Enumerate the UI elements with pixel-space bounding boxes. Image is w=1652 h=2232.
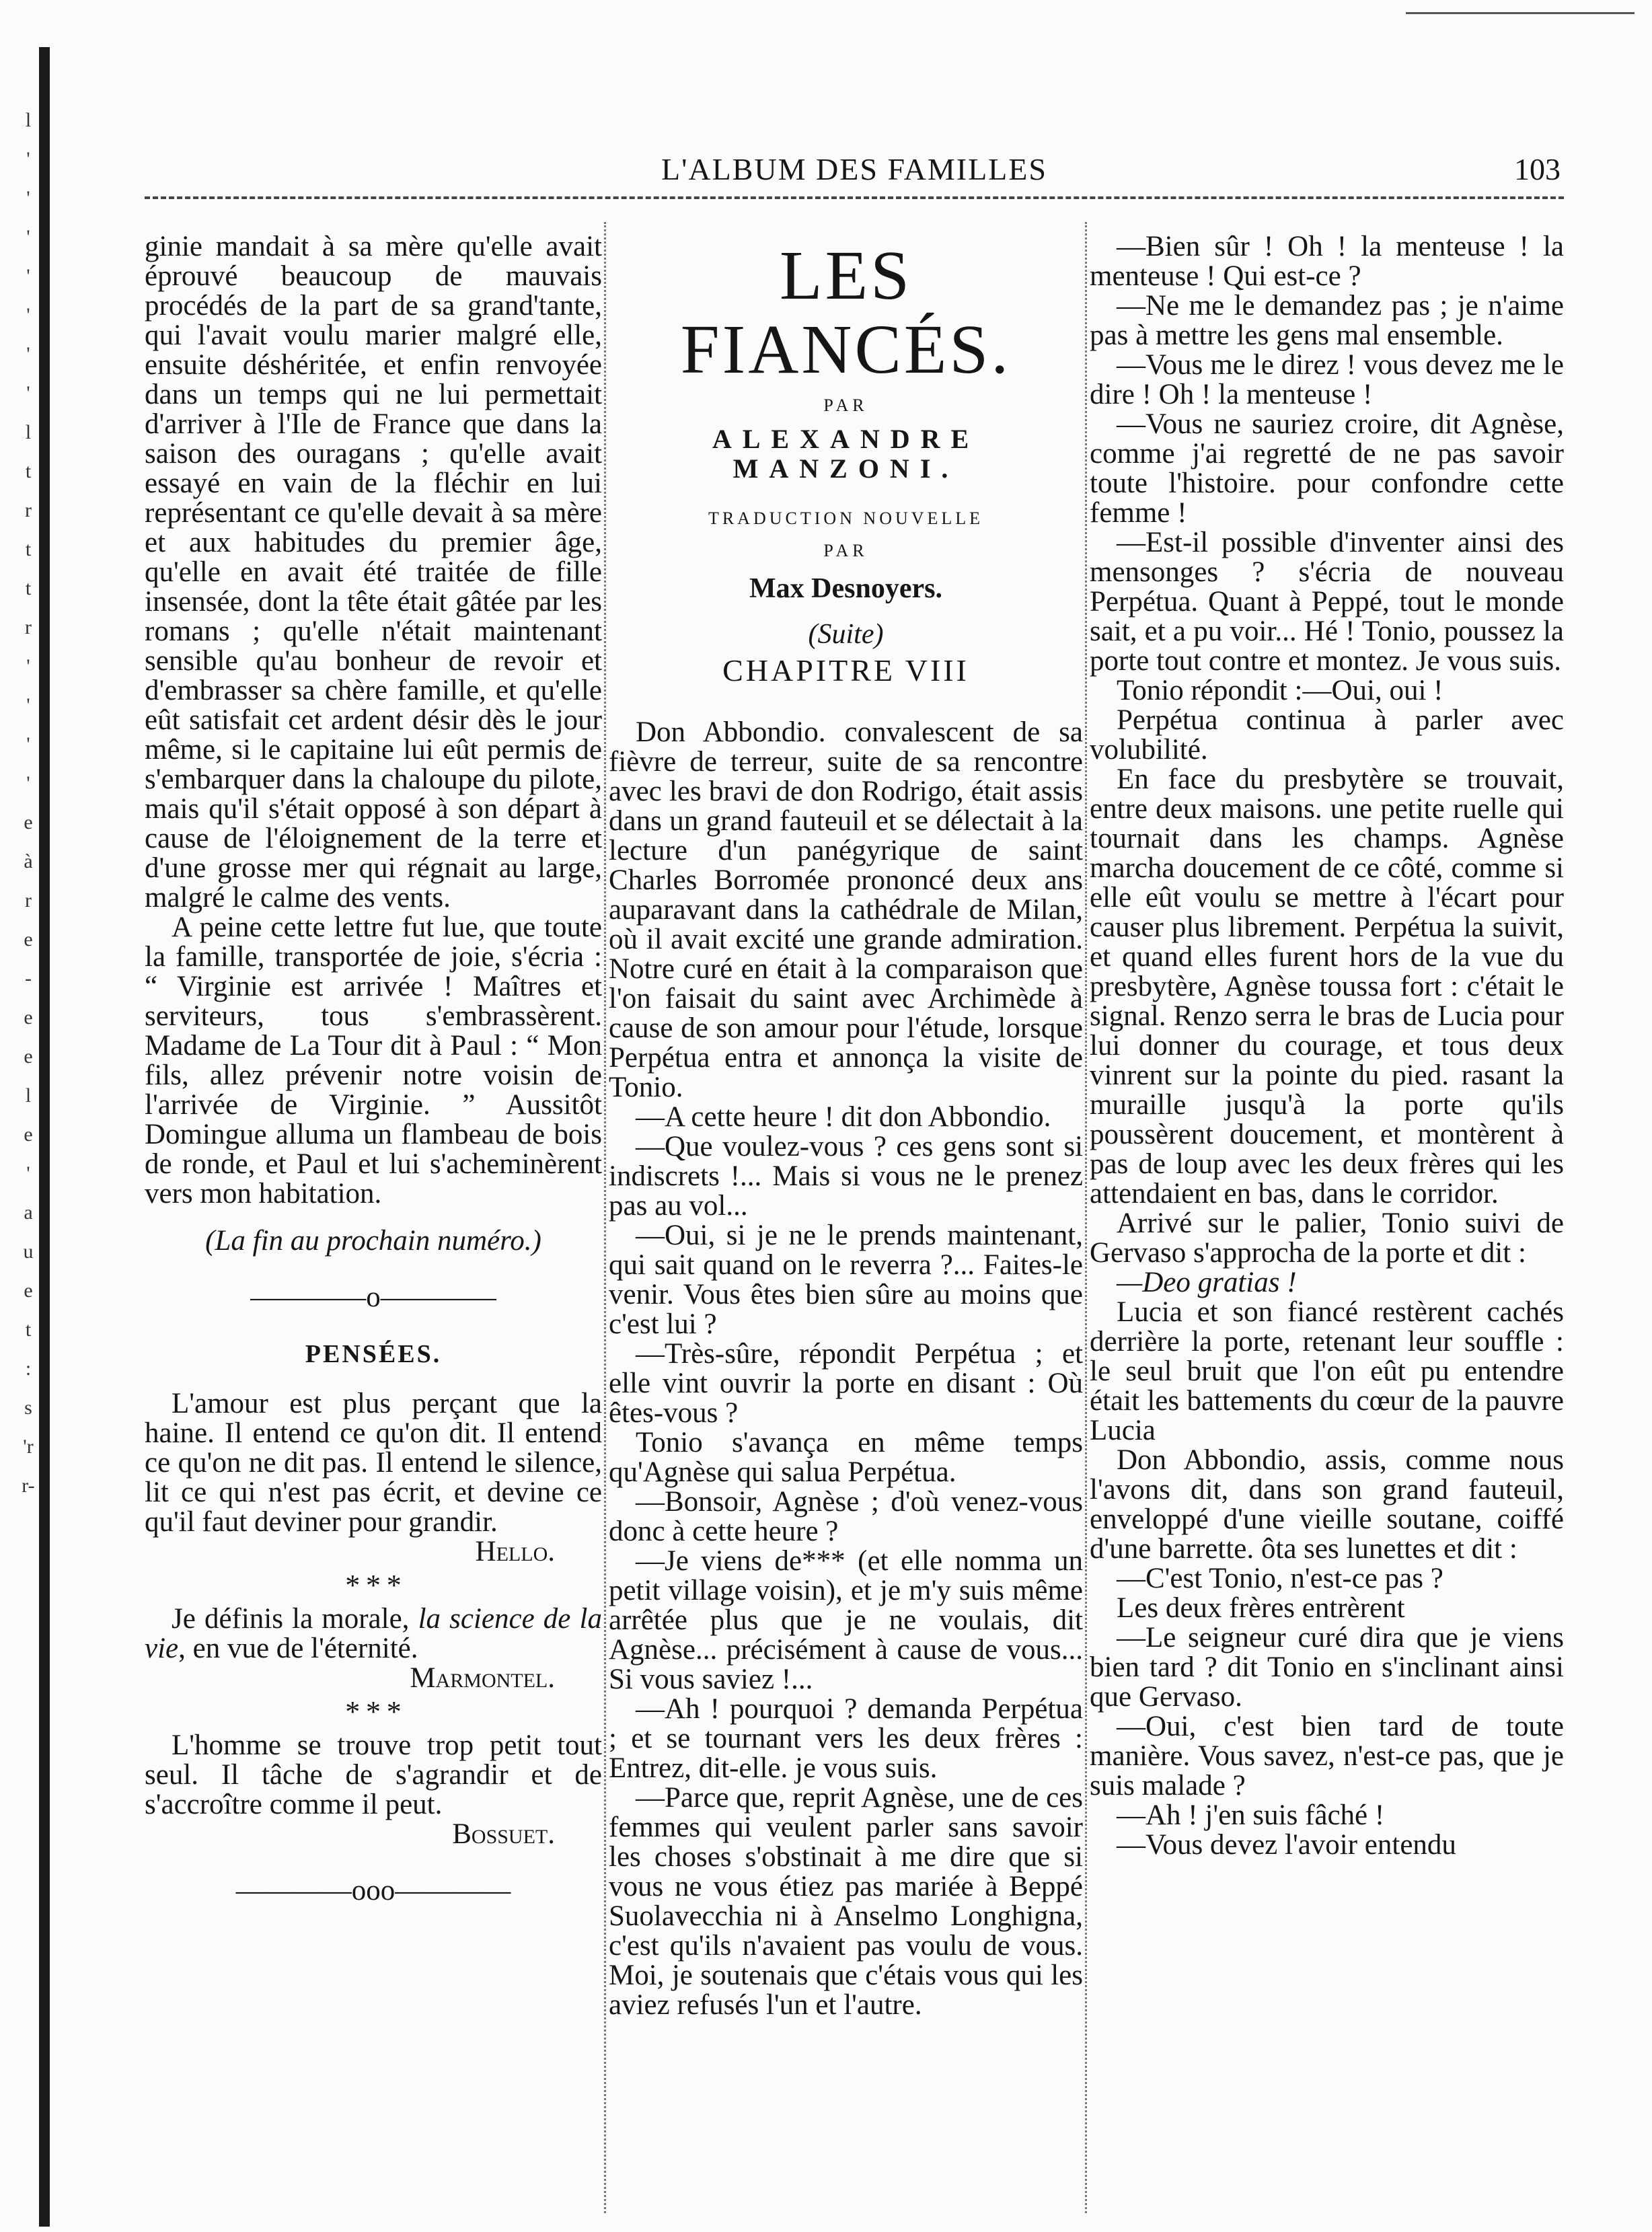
stars-separator: * * * <box>345 1695 402 1728</box>
margin-mark: ' <box>26 187 30 209</box>
col3-paragraph: Lucia et son fiancé restèrent cachés derrière la porte, retenant leur souffle : le seul bruit que l'on eût pu entendre était les battements du cœur de la pauvre Lucia <box>1090 1296 1564 1446</box>
col3-paragraph: —Deo gratias ! <box>1117 1267 1297 1298</box>
translator-name: Max Desnoyers. <box>749 573 942 604</box>
margin-mark: t <box>25 577 32 599</box>
column-3 <box>1090 232 1564 1860</box>
col2-paragraph: —Ah ! pourquoi ? demanda Perpétua ; et se tournant vers les deux frères : Entrez, dit-elle. je vous suis. <box>609 1693 1083 1784</box>
margin-mark: e <box>24 928 33 951</box>
margin-mark: ' <box>26 382 30 404</box>
margin-mark: t <box>25 1318 32 1341</box>
col3-paragraph: —Ne me le demandez pas ; je n'aime pas à mettre les gens mal ensemble. <box>1090 290 1564 351</box>
col2-paragraph: Tonio s'avança en même temps qu'Agnèse qui salua Perpétua. <box>609 1427 1083 1488</box>
thought-text: L'amour est plus perçant que la haine. Il entend ce qu'on dit. Il entend ce qu'on ne dit pas. Il entend le silence, lit ce qui n'est pas écrit, et devine ce qu'il faut deviner pour grandir. <box>145 1388 602 1538</box>
margin-mark: ' <box>26 772 30 794</box>
to-be-continued-note: (La fin au prochain numéro.) <box>205 1225 541 1257</box>
stars-separator: * * * <box>345 1569 402 1602</box>
margin-mark: ' <box>26 733 30 755</box>
margin-mark: ' <box>26 694 30 716</box>
margin-mark: u <box>23 1240 34 1263</box>
column-1 <box>145 232 602 1933</box>
column-separator-2 <box>1085 222 1087 2213</box>
margin-mark: e <box>24 1045 33 1068</box>
col3-paragraph: En face du presbytère se trouvait, entre deux maisons. une petite ruelle qui tournait dans les champs. Agnèse marcha doucement de ce côté, comme si elle eût voulu se mettre à l'écart pour causer plus librement. Perpétua la suivit, et quand elles furent hors de la vue du presbytère, Agnèse toussa fort : c'était le signal. Renzo serra le bras de Lucia pour lui donner du courage, et tous deux vinrent sur la pointe du pied. rasant la muraille jusqu'à la porte qu'ils poussèrent doucement, et montèrent à pas de loup avec les deux frères qui les attendaient en bas, dans le corridor. <box>1090 764 1564 1210</box>
col2-paragraph: —Parce que, reprit Agnèse, une de ces femmes qui veulent parler sans savoir les choses s'obstinait à me dire que si vous ne vous étiez pas mariée à Beppé Suolavecchia ni à Anselmo Longhigna, c'est qu'ils n'avaient pas voulu de vous. Moi, je soutenais que c'étais vous qui les aviez refusés l'un et l'autre. <box>609 1782 1083 2021</box>
margin-mark: ' <box>26 226 30 248</box>
col3-paragraph: —Le seigneur curé dira que je viens bien tard ? dit Tonio en s'inclinant ainsi que Gervaso. <box>1090 1622 1564 1713</box>
margin-mark: t <box>25 460 32 482</box>
margin-mark: à <box>24 850 33 872</box>
col2-paragraph: —Très-sûre, répondit Perpétua ; et elle vint ouvrir la porte en disant : Où êtes-vous ? <box>609 1338 1083 1429</box>
margin-mark: ' <box>26 343 30 365</box>
column-separator-1 <box>604 222 606 2213</box>
section-title-pensees: PENSÉES. <box>305 1340 442 1368</box>
col2-paragraph: —Bonsoir, Agnèse ; d'où venez-vous donc à cette heure ? <box>609 1486 1083 1547</box>
thought-text-part: , en vue de l'éternité. <box>178 1633 418 1664</box>
margin-mark: ' <box>26 1162 30 1185</box>
col1-paragraph: ginie mandait à sa mère qu'elle avait éprouvé beaucoup de mauvais procédés de la part de sa grand'tante, qui l'avait voulu marier malgré elle, ensuite déshéritée, et enfin renvoyée dans un temps qui ne lui permettait d'arriver à l'Ile de France que dans la saison des ouragans ; qu'elle avait essayé en vain de la fléchir en lui représentant ce qu'elle devait à sa mère et aux habitudes du premier âge, qu'elle en avait été traitée de fille insensée, dont la tête était gâtée par les romans ; qu'elle n'était maintenant sensible qu'au bonheur de revoir et d'embrasser sa chère famille, et qu'elle eût satisfait cet ardent désir dès le jour même, si le capitaine lui eût permis de s'embarquer dans la chaloupe du pilote, mais qu'il s'était opposé à son départ à cause de l'éloignement de la terre et d'une grosse mer qui régnait au large, malgré le calme des vents. <box>145 231 602 914</box>
column-2 <box>609 232 1083 2020</box>
margin-mark: l <box>25 1084 32 1107</box>
margin-mark: ' <box>26 304 30 326</box>
thought-text <box>145 1604 602 1664</box>
margin-mark: l <box>25 109 32 131</box>
margin-mark: r- <box>22 1475 35 1497</box>
margin-mark: ' <box>26 265 30 287</box>
col3-paragraph: —Vous ne sauriez croire, dit Agnèse, comme j'ai regretté de ne pas savoir toute l'histoire. pour confondre cette femme ! <box>1090 408 1564 529</box>
col3-paragraph: —C'est Tonio, n'est-ce pas ? <box>1117 1563 1443 1594</box>
col3-paragraph: —Ah ! j'en suis fâché ! <box>1117 1799 1385 1831</box>
margin-mark: e <box>24 1279 33 1302</box>
thought-text-italic: la science de la vie <box>145 1603 602 1664</box>
by-label: PAR <box>823 541 868 560</box>
col2-paragraph: —Je viens de*** (et elle nomma un petit village voisin), et je m'y suis même arrêtée plus que je ne voulais, dit Agnèse... précisément à cause de vous... Si vous saviez !... <box>609 1545 1083 1695</box>
col2-paragraph: —Que voulez-vous ? ces gens sont si indiscrets !... Mais si vous ne le prenez pas au vol... <box>609 1131 1083 1222</box>
section-divider: ————o———— <box>250 1281 496 1313</box>
novel-author: ALEXANDRE MANZONI. <box>712 424 980 484</box>
header-rule <box>145 196 1564 199</box>
col3-paragraph: Les deux frères entrèrent <box>1117 1592 1405 1624</box>
margin-mark: l <box>25 421 32 443</box>
col2-paragraph: —Oui, si je ne le prends maintenant, qui sait quand on le reverra ?... Faites-le venir. Vous êtes bien sûre au moins que c'est lui ? <box>609 1220 1083 1340</box>
thought-text: L'homme se trouve trop petit tout seul. Il tâche de s'agrandir et de s'accroître comme il peut. <box>145 1729 602 1820</box>
margin-mark: ' <box>26 655 30 677</box>
col1-paragraph: A peine cette lettre fut lue, que toute la famille, transportée de joie, s'écria : “ Virginie est arrivée ! Maîtres et serviteurs, tous s'embrassèrent. Madame de La Tour dit à Paul : “ Mon fils, allez prévenir notre voisin de l'arrivée de Virginie. ” Aussitôt Domingue alluma un flambeau de bois de ronde, et Paul et lui s'acheminèrent vers mon habitation. <box>145 912 602 1210</box>
thought-author: Hello. <box>475 1536 555 1567</box>
col3-paragraph: Don Abbondio, assis, comme nous l'avons dit, dans son grand fauteuil, enveloppé d'une vieille soutane, coiffé d'une barrette. ôta ses lunettes et dit : <box>1090 1444 1564 1565</box>
col3-paragraph: —Est-il possible d'inventer ainsi des mensonges ? s'écria de nouveau Perpétua. Quant à Peppé, tout le monde sait, et a pu voir... Hé ! Tonio, poussez la porte tout contre et montez. Je vous suis. <box>1090 527 1564 677</box>
col3-paragraph: —Vous me le direz ! vous devez me le dire ! Oh ! la menteuse ! <box>1090 349 1564 410</box>
translation-label: TRADUCTION NOUVELLE <box>708 509 984 528</box>
col2-paragraph: Don Abbondio. convalescent de sa fièvre de terreur, suite de sa rencontre avec les bravi de don Rodrigo, était assis dans un grand fauteuil et se délectait à la lecture d'un panégyrique de saint Charles Borromée prononcé deux ans auparavant dans la cathédrale de Milan, où il avait excité une grande admiration. Notre curé en était à la comparaison que l'on faisait du saint avec Archimède à cause de son amour pour l'étude, lorsque Perpétua entra et annonça la visite de Tonio. <box>609 716 1083 1103</box>
page-header <box>148 151 1561 192</box>
margin-mark: t <box>25 538 32 560</box>
col3-paragraph: —Oui, c'est bien tard de toute manière. Vous savez, n'est-ce pas, que je suis malade ? <box>1090 1711 1564 1801</box>
suite-label: (Suite) <box>808 619 884 650</box>
margin-mark: r <box>25 499 32 521</box>
margin-mark: e <box>24 1123 33 1146</box>
col3-paragraph: —Bien sûr ! Oh ! la menteuse ! la menteuse ! Qui est-ce ? <box>1090 231 1564 292</box>
thought-author: Marmontel. <box>410 1662 555 1694</box>
col3-paragraph: Tonio répondit :—Oui, oui ! <box>1117 675 1443 706</box>
margin-mark: s <box>24 1397 32 1419</box>
end-divider: ————ooo———— <box>235 1875 511 1906</box>
margin-mark: r <box>25 889 32 912</box>
col3-paragraph: —Vous devez l'avoir entendu <box>1117 1829 1456 1861</box>
margin-mark: e <box>24 1006 33 1029</box>
col3-paragraph: Arrivé sur le palier, Tonio suivi de Gervaso s'approcha de la porte et dit : <box>1090 1207 1564 1269</box>
chapter-heading: CHAPITRE VIII <box>722 653 969 687</box>
margin-mark: e <box>24 811 33 833</box>
margin-mark: ' <box>26 148 30 170</box>
thought-author: Bossuet. <box>452 1818 555 1850</box>
col3-paragraph: Perpétua continua à parler avec volubilité. <box>1090 704 1564 766</box>
top-rule <box>1406 12 1635 14</box>
novel-title: LES FIANCÉS. <box>680 237 1012 388</box>
margin-mark: - <box>25 967 32 990</box>
margin-mark: r <box>25 616 32 638</box>
thought-text-part: Je définis la morale, <box>172 1603 418 1635</box>
margin-mark: a <box>24 1201 33 1224</box>
margin-mark: 'r <box>23 1436 34 1458</box>
running-title: L'ALBUM DES FAMILLES <box>661 152 1047 186</box>
by-label: PAR <box>823 396 868 415</box>
margin-marks <box>15 101 42 2119</box>
col2-paragraph: —A cette heure ! dit don Abbondio. <box>636 1101 1051 1133</box>
margin-mark: : <box>25 1357 32 1380</box>
page-number: 103 <box>1514 152 1561 186</box>
